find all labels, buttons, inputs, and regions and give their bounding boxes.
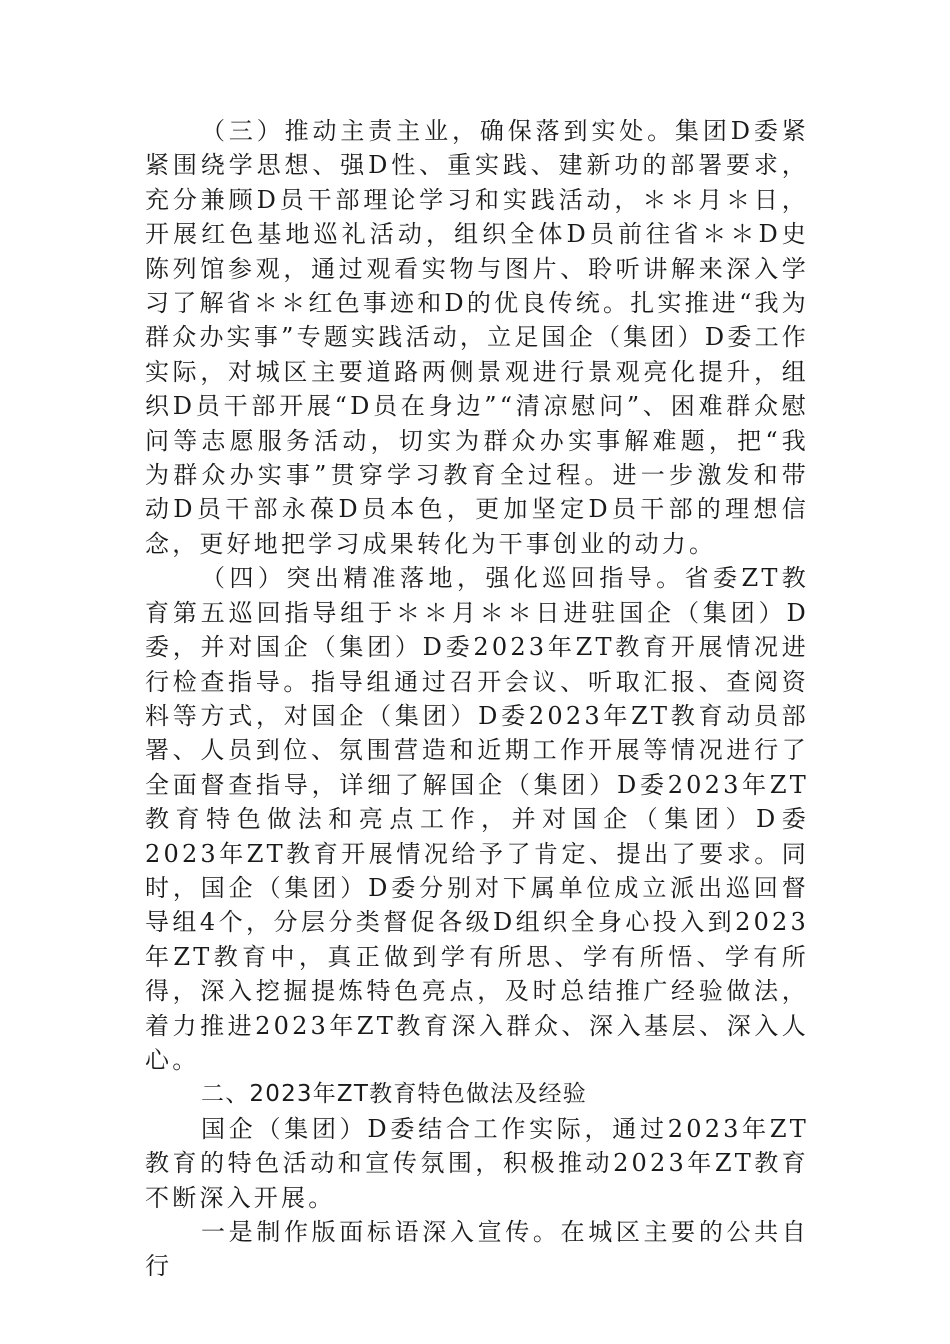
paragraph-item-1: 一是制作版面标语深入宣传。在城区主要的公共自行 xyxy=(145,1218,809,1281)
document-page xyxy=(145,114,809,1284)
paragraph-section-3: （三）推动主责主业，确保落到实处。集团D委紧紧围绕学思想、强D性、重实践、建新功的部署要求，充分兼顾D员干部理论学习和实践活动，＊＊月＊日，开展红色基地巡礼活动，组织全体D员前往省＊＊D史陈列馆参观，通过观看实物与图片、聆听讲解来深入学习了解省＊＊红色事迹和D的优良传统。扎实推进“我为群众办实事”专题实践活动，立足国企（集团）D委工作实际，对城区主要道路两侧景观进行景观亮化提升，组织D员干部开展“D员在身边”“清凉慰问”、困难群众慰问等志愿服务活动，切实为群众办实事解难题，把“我为群众办实事”贯穿学习教育全过程。进一步激发和带动D员干部永葆D员本色，更加坚定D员干部的理想信念，更好地把学习成果转化为干事创业的动力。 xyxy=(145,117,809,558)
section-heading: 二、2023年ZT教育特色做法及经验 xyxy=(201,1081,587,1108)
paragraph-section-4: （四）突出精准落地，强化巡回指导。省委ZT教育第五巡回指导组于＊＊月＊＊日进驻国企（集团）D委，并对国企（集团）D委2023年ZT教育开展情况进行检查指导。指导组通过召开会议、听取汇报、查阅资料等方式，对国企（集团）D委2023年ZT教育动员部署、人员到位、氛围营造和近期工作开展等情况进行了全面督查指导，详细了解国企（集团）D委2023年ZT教育特色做法和亮点工作，并对国企（集团）D委2023年ZT教育开展情况给予了肯定、提出了要求。同时，国企（集团）D委分别对下属单位成立派出巡回督导组4个，分层分类督促各级D组织全身心投入到2023年ZT教育中，真正做到学有所思、学有所悟、学有所得，深入挖掘提炼特色亮点，及时总结推广经验做法，着力推进2023年ZT教育深入群众、深入基层、深入人心。 xyxy=(145,564,809,1074)
paragraph-intro: 国企（集团）D委结合工作实际，通过2023年ZT教育的特色活动和宣传氛围，积极推动2023年ZT教育不断深入开展。 xyxy=(145,1114,809,1212)
